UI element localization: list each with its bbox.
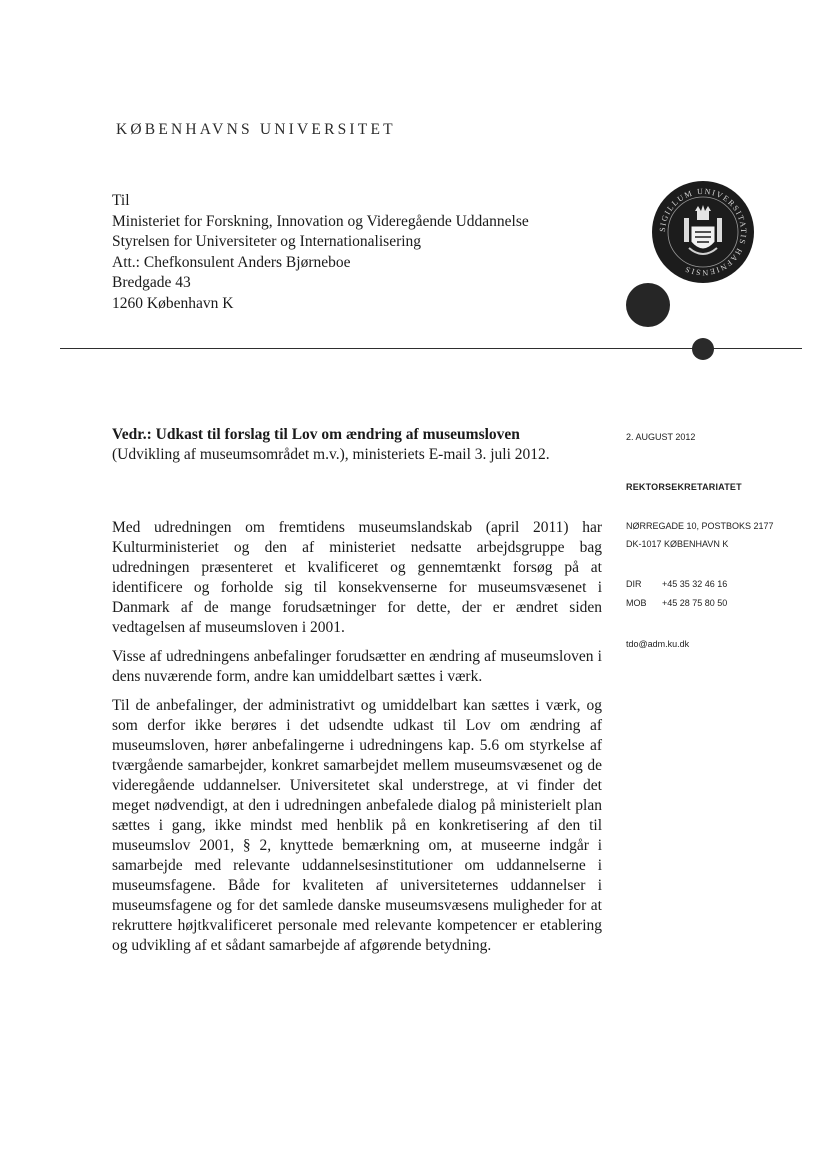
- mob-label: MOB: [626, 598, 647, 608]
- seal-text: SIGILLUM UNIVERSITATIS HAFNIENSIS: [657, 186, 749, 278]
- recipient-line: Ministeriet for Forskning, Innovation og Videregående Uddannelse: [112, 212, 529, 230]
- recipient-line: Styrelsen for Universiteter og Internationalisering: [112, 233, 422, 250]
- dir-label: DIR: [626, 579, 642, 589]
- university-seal-icon: [651, 180, 755, 284]
- mob-phone: +45 28 75 80 50: [662, 598, 728, 608]
- letter-body: [112, 518, 602, 965]
- body-paragraph: Til de anbefalinger, der administrativt og umiddelbart kan sættes i værk, og som derfor ikke berøres i det udsendte udkast til Lov om ændring af museumsloven, hører anbefalingerne i udredningens kap. 5.6 om styrkelse af tværgående samarbejder, konkret samarbejdet mellem museumsvæsenet og de videregående uddannelser. Universitetet skal understrege, at vi finder det meget nødvendigt, at den i udredningen anbefalede dialog på ministerielt plan sættes i gang, ikke mindst med henblik på en konkretisering af den til museumslov 2001, § 2, knyttede bemærkning om, at museerne indgår i samarbejde med relevante uddannelsesinstitutioner om uddannelserne i museumsfagene. Både for kvaliteten af universiteternes uddannelser i museumsfagene og for det samlede danske museumsvæsens muligheder for at rekruttere højtkvalificeret personale med relevante kompetencer er etablering og udvikling af et sådant samarbejde af afgørende betydning.: [112, 697, 602, 954]
- address-line-2: DK-1017 KØBENHAVN K: [626, 539, 729, 549]
- address-line-1: NØRREGADE 10, POSTBOKS 2177: [626, 521, 774, 531]
- recipient-line: Att.: Chefkonsulent Anders Bjørneboe: [112, 253, 351, 271]
- mob-phone-row: [626, 598, 727, 608]
- letter-date: 2. AUGUST 2012: [626, 432, 696, 442]
- recipient-line: 1260 København K: [112, 294, 234, 312]
- subject-block: [112, 425, 550, 465]
- recipient-line: Til: [112, 192, 130, 209]
- body-paragraph: Visse af udredningens anbefalinger forudsætter en ændring af museumsloven i dens nuværende form, andre kan umiddelbart sættes i værk.: [112, 648, 602, 685]
- subject-subtitle: (Udvikling af museumsområdet m.v.), ministeriets E-mail 3. juli 2012.: [112, 446, 550, 463]
- department-name: REKTORSEKRETARIATET: [626, 482, 742, 492]
- email-address: tdo@adm.ku.dk: [626, 639, 690, 649]
- dir-phone: +45 35 32 46 16: [662, 579, 728, 589]
- header-rule: [60, 348, 802, 349]
- dir-phone-row: [626, 579, 727, 589]
- recipient-address: [112, 191, 529, 314]
- decorative-dot: [626, 283, 670, 327]
- rule-dot: [692, 338, 714, 360]
- body-paragraph: Med udredningen om fremtidens museumslandskab (april 2011) har Kulturministeriet og den af ministeriet nedsatte arbejdsgruppe bag udredningen præsenteret et kvalificeret og gennemtænkt forsøg på at identificere og forholde sig til konsekvenserne for museumsvæsenet i Danmark af de mange forudsætninger for dette, der er ændret siden vedtagelsen af museumsloven i 2001.: [112, 519, 602, 636]
- recipient-line: Bredgade 43: [112, 274, 191, 291]
- university-name: KØBENHAVNS UNIVERSITET: [116, 121, 396, 138]
- subject-title: Vedr.: Udkast til forslag til Lov om ændring af museumsloven: [112, 426, 520, 443]
